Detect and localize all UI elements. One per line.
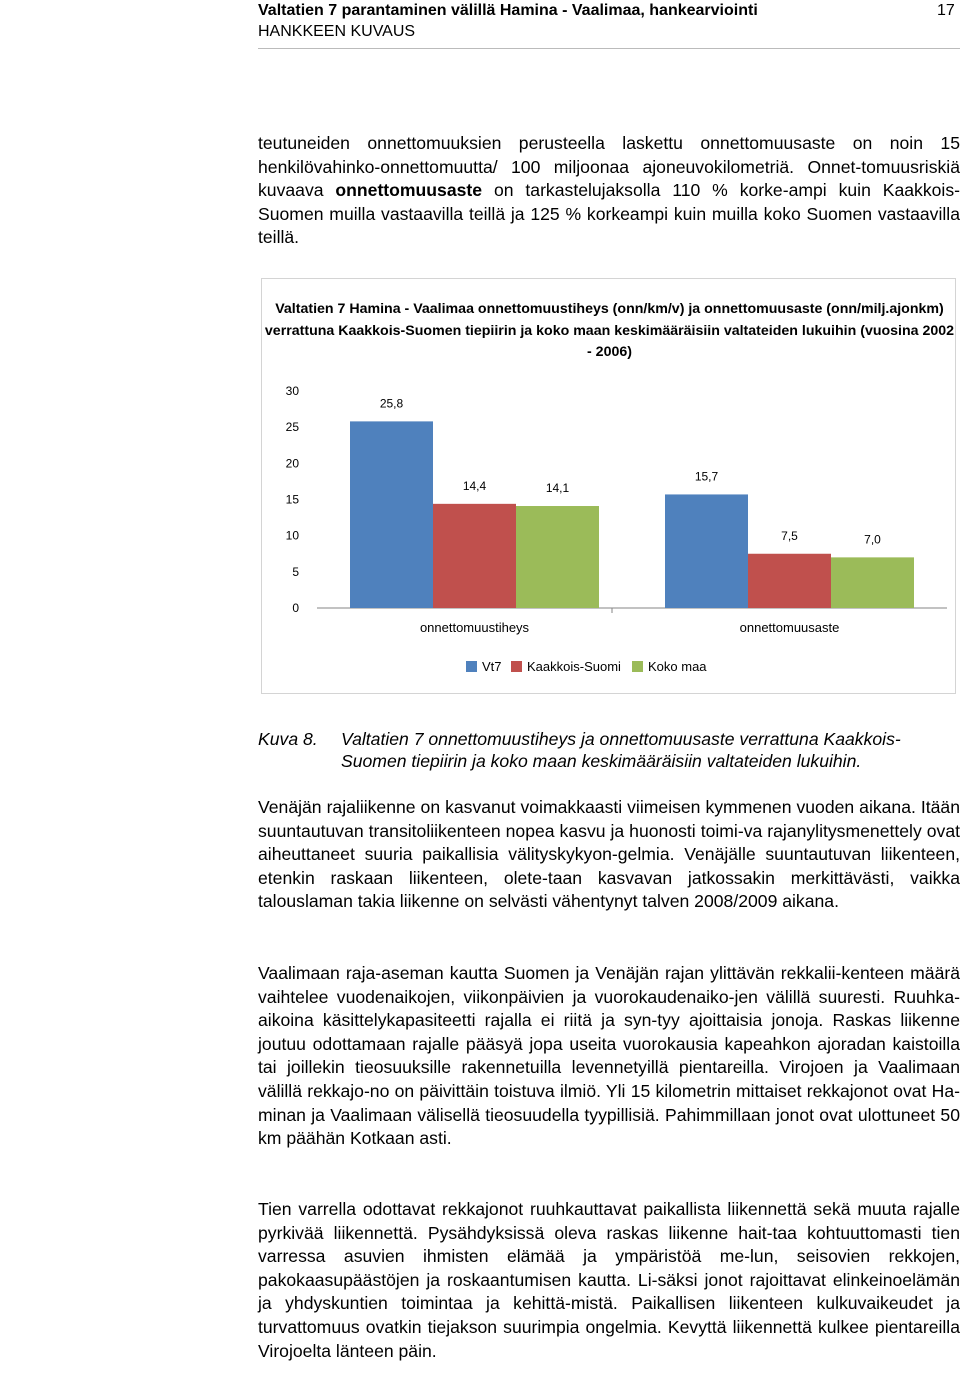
data-label: 15,7 (694, 469, 719, 484)
header-divider (258, 48, 960, 49)
bar-kaakkois-suomi-onnettomuusaste (748, 554, 831, 608)
section-title: HANKKEEN KUVAUS (258, 23, 416, 40)
bar-kaakkois-suomi-onnettomuustiheys (433, 504, 516, 608)
body-paragraph-1: Venäjän rajaliikenne on kasvanut voimakkaasti viimeisen kymmenen vuoden aikana. Itään suuntautuvan transitoliikenteen nopea kasvu ja huonosti toimi-va rajanylitysmenettely ovat aiheuttaneet suuria paikallisia välityskykyon-gelmia. Venäjälle suuntautuvan liikenteen, etenkin raskaan liikenteen, olete-taan kasvavan jatkossakin merkittävästi, vaikka talouslaman takia liikenne on selvästi vähentynyt talven 2008/2009 aikana. (258, 797, 960, 912)
legend-label-vt7: Vt7 (482, 659, 502, 674)
intro-text-2: on tarkastelujaksolla 110 % korke-ampi kuin Kaakkois-Suomen muilla vastaavilla teillä ja 125 % korkeampi kuin muilla koko Suomen vastaavilla teillä. (258, 180, 960, 248)
chart-container (261, 278, 956, 694)
legend-label-kaakkois-suomi: Kaakkois-Suomi (527, 659, 621, 674)
data-label: 14,1 (545, 481, 570, 496)
legend-item-kaakkois-suomi (511, 659, 621, 675)
data-label: 7,0 (864, 532, 881, 547)
data-label: 14,4 (462, 478, 487, 493)
bar-chart (262, 279, 955, 693)
intro-text-1: teutuneiden onnettomuuksien perusteella laskettu onnettomuusaste on noin 15 henkilövahinko-onnettomuutta/ 100 miljoonaa ajoneuvokilometriä. Onnet-tomuusriskiä kuvaava (258, 133, 960, 201)
document-title: Valtatien 7 parantaminen välillä Hamina - Vaalimaa, hankearviointi (258, 2, 758, 19)
legend-swatch-koko-maa (632, 661, 643, 672)
page-number: 17 (937, 2, 955, 19)
bar-koko-maa-onnettomuustiheys (516, 506, 599, 608)
legend-item-vt7 (466, 659, 502, 675)
x-category-label-onnettomuusaste: onnettomuusaste (739, 620, 840, 635)
y-tick-label-10: 10 (285, 528, 299, 543)
y-tick-label-30: 30 (285, 384, 299, 398)
body-paragraph-2: Vaalimaan raja-aseman kautta Suomen ja Venäjän rajan ylittävän rekkalii-kenteen määrä vaihtelee vuodenaikojen, viikonpäivien ja vuorokaudenaiko-jen välillä suuresti. Ruuhka-aikoina käsittelykapasiteetti rajalla ei riitä ja syn-tyy ajoittaisia jonoja. Raskas liikenne joutuu odottamaan rajalle pääsyä jopa useita vuorokausia kapeahkon ajoradan kaistoilla tai joillekin tieosuuksille rakennetuilla levennetyillä pientareilla. Virojoen ja Vaalimaan välillä rekkajo-no on päivittäin toistuva ilmiö. Yli 15 kilometrin mittaiset rekkajonot ovat Ha-minan ja Vaalimaan välisellä tieosuudella tyypillisiä. Pahimmillaan jonot ovat ulottuneet 50 km päähän Kotkaan asti. (258, 963, 960, 1149)
bar-vt7-onnettomuusaste (665, 494, 748, 608)
y-tick-label-15: 15 (285, 492, 299, 507)
intro-bold-term: onnettomuusaste (335, 180, 483, 201)
y-tick-label-20: 20 (285, 456, 299, 471)
y-tick-label-0: 0 (292, 601, 299, 615)
x-category-label-onnettomuustiheys: onnettomuustiheys (419, 620, 530, 635)
data-label: 25,8 (379, 396, 404, 411)
y-tick-label-25: 25 (285, 420, 299, 435)
caption-label: Kuva 8. (258, 729, 318, 749)
legend-item-koko-maa (632, 659, 707, 675)
legend-swatch-kaakkois-suomi (511, 661, 522, 672)
intro-paragraph (258, 132, 960, 250)
legend-label-koko-maa: Koko maa (648, 659, 707, 674)
body-paragraph-3: Tien varrella odottavat rekkajonot ruuhkauttavat paikallista liikennettä sekä muuta rajalle pyrkivää liikennettä. Pysähdyksissä oleva raskas liikenne hait-taa kohtuuttomasti tien varressa asuvien ihmisten elämää ja ympäristöä me-lun, seisovien rekkojen, pakokaasupäästöjen ja roskaantumisen kautta. Li-säksi jonot rajoittavat elinkeinoelämän ja yhdyskuntien toimintaa ja kehittä-mistä. Paikallisen liikenteen kulkuvaikeudet ja turvattomuus ovatkin tiejakson suurimpia ongelmia. Kevyttä liikennettä kulkee pientareilla Virojoelta länteen päin. (258, 1199, 960, 1361)
bar-vt7-onnettomuustiheys (350, 421, 433, 608)
legend-swatch-vt7 (466, 661, 477, 672)
caption-text: Valtatien 7 onnettomuustiheys ja onnettomuusaste verrattuna Kaakkois-Suomen tiepiirin ja koko maan keskimääräisiin valtateiden lukuihin. (341, 729, 901, 771)
y-tick-label-5: 5 (292, 564, 299, 579)
bar-koko-maa-onnettomuusaste (831, 557, 914, 608)
page-header (0, 0, 960, 52)
data-label: 7,5 (781, 528, 798, 543)
chart-title: Valtatien 7 Hamina - Vaalimaa onnettomuustiheys (onn/km/v) ja onnettomuusaste (onn/milj.ajonkm) verrattuna Kaakkois-Suomen tiepiirin ja koko maan keskimääräisiin valtateiden lukuihin (vuosina 2002 - 2006) (264, 301, 955, 360)
